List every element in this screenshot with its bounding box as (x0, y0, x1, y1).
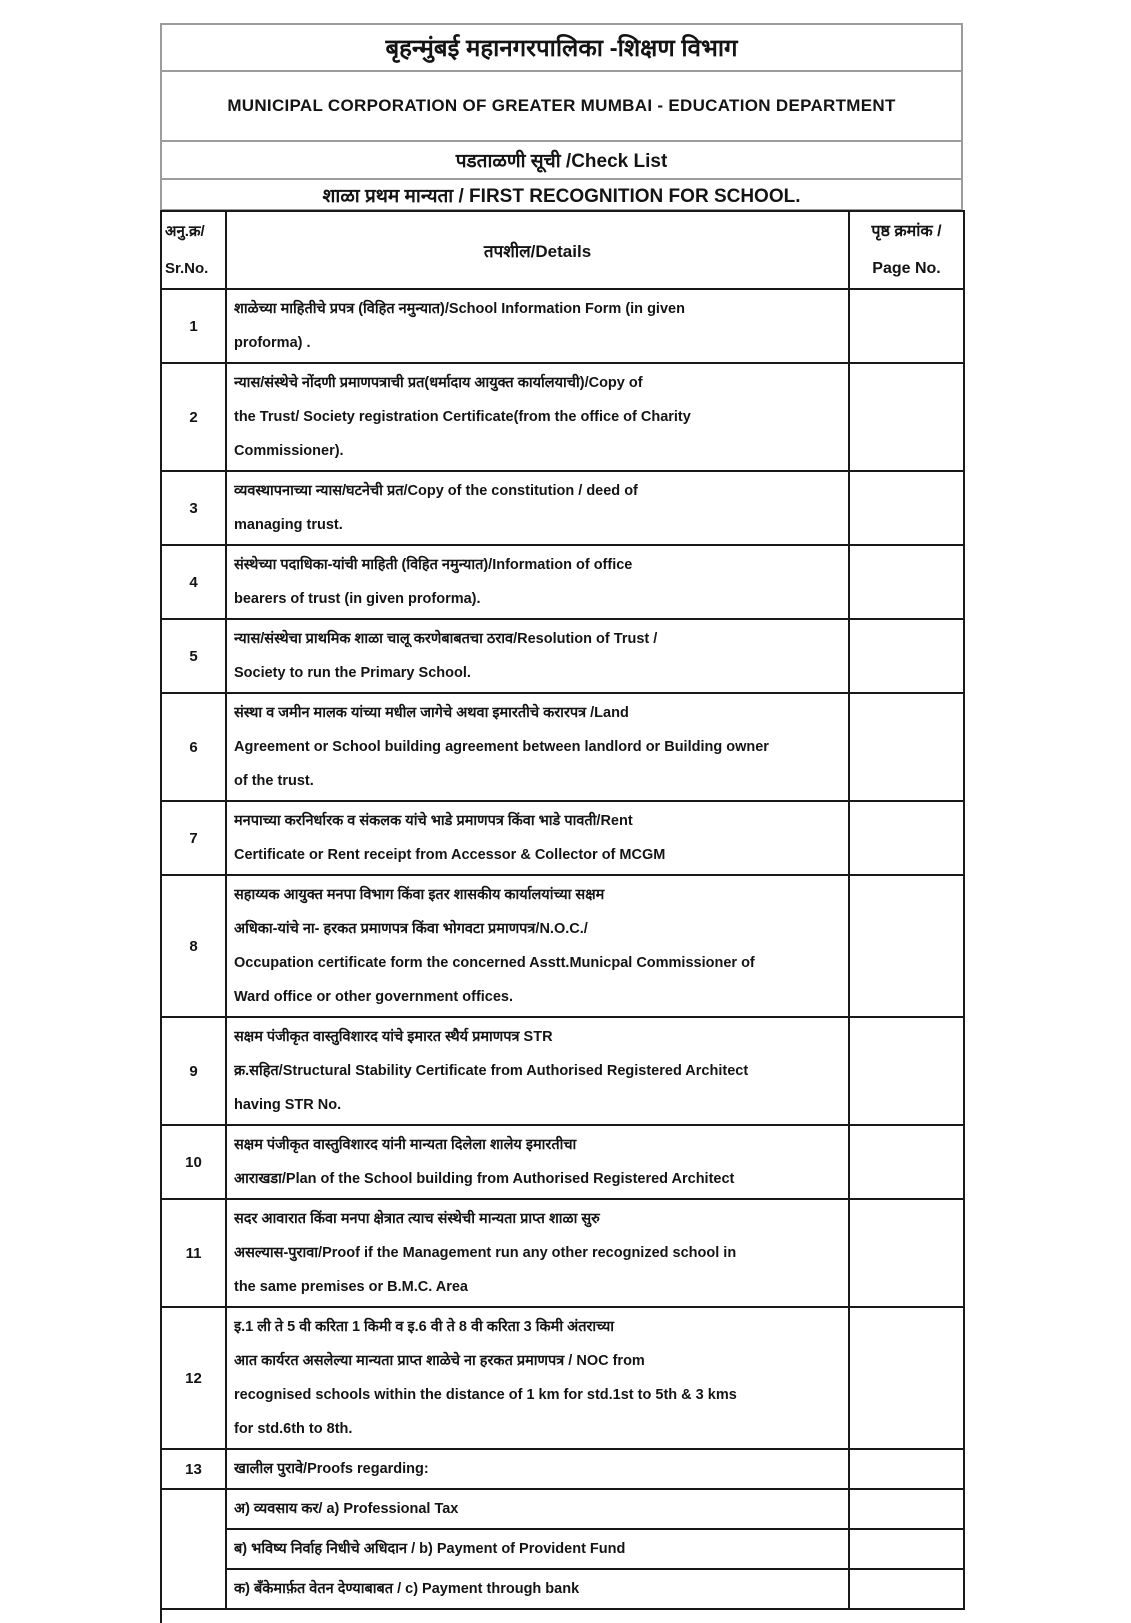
page-header-line2: Page No. (872, 260, 941, 277)
srno-cell: 10 (161, 1125, 226, 1199)
page-no-cell (849, 875, 964, 1017)
details-line: having STR No. (234, 1097, 342, 1113)
details-line: इ.1 ली ते 5 वी करिता 1 किमी व इ.6 वी ते 8 वी करिता 3 किमी अंतराच्या (234, 1319, 615, 1335)
details-line: असल्यास-पुरावा/Proof if the Management run any other recognized school in (234, 1245, 737, 1261)
details-line: Occupation certificate form the concerned Asstt.Municpal Commissioner of (234, 955, 755, 971)
details-line: आत कार्यरत असलेल्या मान्यता प्राप्त शाळेचे ना हरकत प्रमाणपत्र / NOC from (234, 1353, 645, 1369)
title-english: MUNICIPAL CORPORATION OF GREATER MUMBAI - EDUCATION DEPARTMENT (162, 70, 961, 140)
srno-cell: 9 (161, 1017, 226, 1125)
details-line: अधिका-यांचे ना- हरकत प्रमाणपत्र किंवा भोगवटा प्रमाणपत्र/N.O.C./ (234, 921, 588, 937)
document-heading-block (160, 23, 963, 211)
srno-cell: 6 (161, 693, 226, 801)
details-cell (226, 1569, 849, 1609)
document-body (160, 23, 963, 1610)
details-cell (226, 1017, 849, 1125)
table-row (161, 693, 964, 801)
page-no-cell (849, 1199, 964, 1307)
page-no-cell (849, 1307, 964, 1449)
details-line: Agreement or School building agreement between landlord or Building owner (234, 739, 769, 755)
page-no-cell (849, 363, 964, 471)
table-row (161, 619, 964, 693)
srno-cell (161, 1489, 226, 1609)
page-no-cell (849, 471, 964, 545)
details-line: शाळेच्या माहितीचे प्रपत्र (विहित नमुन्यात)/School Information Form (in given (234, 301, 685, 317)
table-row (161, 1307, 964, 1449)
details-line: मनपाच्या करनिर्धारक व संकलक यांचे भाडे प्रमाणपत्र किंवा भाडे पावती/Rent (234, 813, 633, 829)
details-line: ब) भविष्य निर्वाह निधीचे अधिदान / b) Payment of Provident Fund (234, 1541, 626, 1557)
details-cell (226, 363, 849, 471)
details-line: सक्षम पंजीकृत वास्तुविशारद यांचे इमारत स्थैर्य प्रमाणपत्र STR (234, 1029, 553, 1045)
details-cell (226, 471, 849, 545)
page-no-cell (849, 619, 964, 693)
srno-cell: 1 (161, 289, 226, 363)
page-no-cell (849, 1449, 964, 1489)
srno-cell: 13 (161, 1449, 226, 1489)
srno-cell: 11 (161, 1199, 226, 1307)
details-line: व्यवस्थापनाच्या न्यास/घटनेची प्रत/Copy of the constitution / deed of (234, 483, 638, 499)
details-line: Commissioner). (234, 443, 344, 459)
table-row (161, 1569, 964, 1609)
table-row (161, 289, 964, 363)
details-cell (226, 289, 849, 363)
title-devanagari: बृहन्मुंबई महानगरपालिका -शिक्षण विभाग (385, 35, 738, 62)
page-no-cell (849, 693, 964, 801)
details-line: अ) व्यवसाय कर/ a) Professional Tax (234, 1501, 459, 1517)
page-header-line1: पृष्ठ क्रमांक / (871, 223, 942, 240)
left-border-stub (160, 1610, 162, 1623)
details-line: Certificate or Rent receipt from Accessor & Collector of MCGM (234, 847, 666, 863)
table-row (161, 1489, 964, 1529)
checklist-rows (161, 289, 964, 1609)
details-line: recognised schools within the distance of 1 km for std.1st to 5th & 3 kms (234, 1387, 737, 1403)
srno-cell: 2 (161, 363, 226, 471)
srno-cell: 8 (161, 875, 226, 1017)
details-line: Society to run the Primary School. (234, 665, 471, 681)
page-no-cell (849, 1017, 964, 1125)
checklist-heading: पडताळणी सूची /Check List (162, 140, 961, 178)
page-no-cell (849, 1569, 964, 1609)
details-line: संस्था व जमीन मालक यांच्या मधील जागेचे अथवा इमारतीचे करारपत्र /Land (234, 705, 629, 721)
srno-cell: 4 (161, 545, 226, 619)
details-line: आराखडा/Plan of the School building from Authorised Registered Architect (234, 1171, 735, 1187)
table-row (161, 1449, 964, 1489)
details-line: proforma) . (234, 335, 311, 351)
table-row (161, 801, 964, 875)
table-header-row (161, 211, 964, 289)
details-line: of the trust. (234, 773, 314, 789)
details-line: for std.6th to 8th. (234, 1421, 353, 1437)
srno-cell: 3 (161, 471, 226, 545)
page-no-cell (849, 1125, 964, 1199)
details-line: सदर आवारात किंवा मनपा क्षेत्रात त्याच संस्थेची मान्यता प्राप्त शाळा सुरु (234, 1211, 600, 1227)
details-cell (226, 1199, 849, 1307)
table-row (161, 471, 964, 545)
details-cell (226, 875, 849, 1017)
details-column-header: तपशील/Details (226, 211, 849, 289)
details-line: managing trust. (234, 517, 343, 533)
details-line: न्यास/संस्थेचा प्राथमिक शाळा चालू करणेबाबतचा ठराव/Resolution of Trust / (234, 631, 658, 647)
details-line: सहाय्यक आयुक्त मनपा विभाग किंवा इतर शासकीय कार्यालयांच्या सक्षम (234, 887, 605, 903)
details-line: संस्थेच्या पदाधिका-यांची माहिती (विहित नमुन्यात)/Information of office (234, 557, 633, 573)
details-line: the same premises or B.M.C. Area (234, 1279, 468, 1295)
details-cell (226, 1449, 849, 1489)
details-line: bearers of trust (in given proforma). (234, 591, 481, 607)
table-row (161, 1529, 964, 1569)
details-cell (226, 545, 849, 619)
srno-column-header (161, 211, 226, 289)
srno-cell: 5 (161, 619, 226, 693)
details-cell (226, 1489, 849, 1529)
table-row (161, 1017, 964, 1125)
details-line: क्र.सहित/Structural Stability Certificate from Authorised Registered Architect (234, 1063, 749, 1079)
details-cell (226, 1307, 849, 1449)
details-line: क) बँकेमार्फ़त वेतन देण्याबाबत / c) Payment through bank (234, 1581, 580, 1597)
details-line: खालील पुरावे/Proofs regarding: (234, 1461, 429, 1477)
page-column-header (849, 211, 964, 289)
details-cell (226, 801, 849, 875)
details-cell (226, 1529, 849, 1569)
table-row (161, 1199, 964, 1307)
page-no-cell (849, 545, 964, 619)
details-line: Ward office or other government offices. (234, 989, 514, 1005)
page-no-cell (849, 1489, 964, 1529)
details-line: the Trust/ Society registration Certificate(from the office of Charity (234, 409, 691, 425)
details-cell (226, 693, 849, 801)
table-row (161, 545, 964, 619)
details-line: सक्षम पंजीकृत वास्तुविशारद यांनी मान्यता दिलेला शालेय इमारतीचा (234, 1137, 577, 1153)
details-cell (226, 619, 849, 693)
table-row (161, 363, 964, 471)
srno-cell: 7 (161, 801, 226, 875)
details-line: न्यास/संस्थेचे नोंदणी प्रमाणपत्राची प्रत(धर्मादाय आयुक्त कार्यालयाची)/Copy of (234, 375, 643, 391)
srno-header-line2: Sr.No. (165, 260, 209, 277)
srno-header-line1: अनु.क्र/ (165, 223, 205, 240)
table-row (161, 1125, 964, 1199)
page-no-cell (849, 1529, 964, 1569)
table-row (161, 875, 964, 1017)
details-cell (226, 1125, 849, 1199)
page-no-cell (849, 289, 964, 363)
checklist-table (160, 210, 965, 1610)
srno-cell: 12 (161, 1307, 226, 1449)
recognition-heading: शाळा प्रथम मान्यता / FIRST RECOGNITION FOR SCHOOL. (162, 178, 961, 209)
page-no-cell (849, 801, 964, 875)
